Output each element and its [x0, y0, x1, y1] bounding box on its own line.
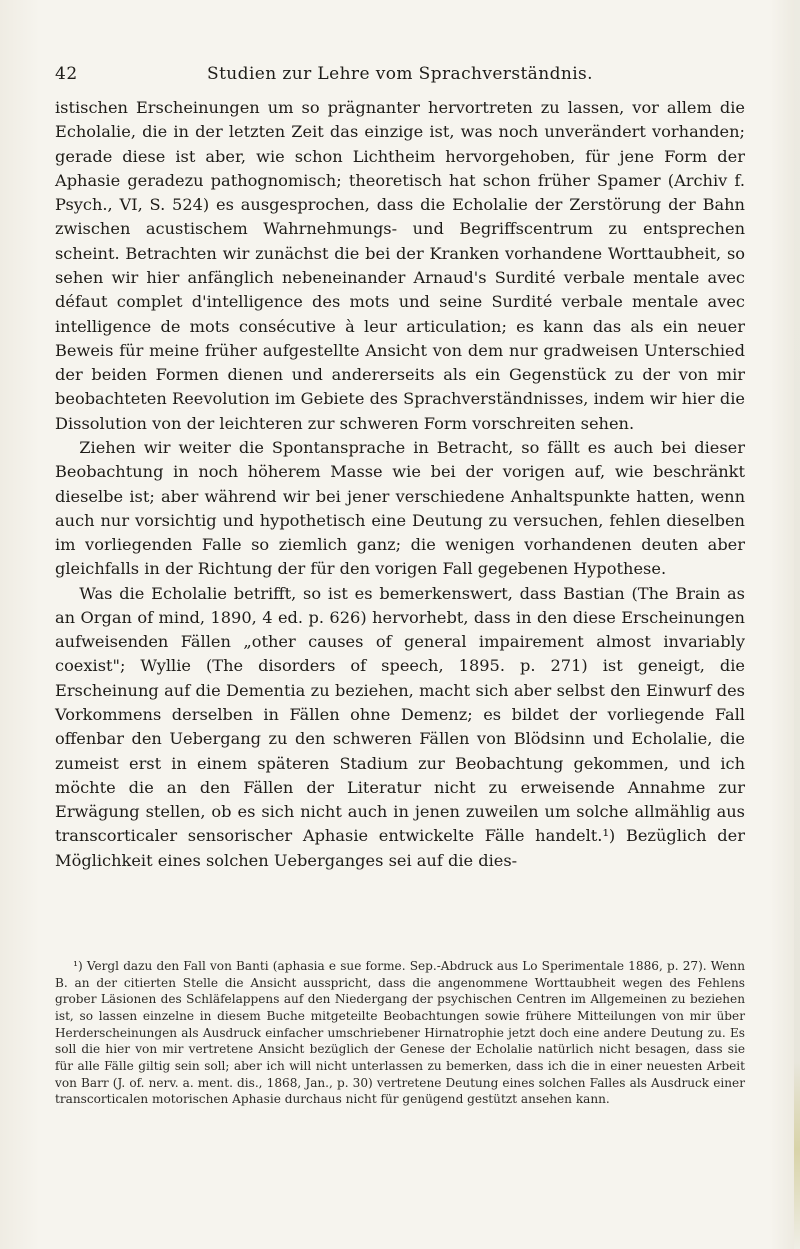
paragraph: istischen Erscheinungen um so prägnanter hervortreten zu lassen, vor allem die Echolalie, die in der letzten Zeit das einzige ist, was noch unverändert vorhanden; gerade diese ist aber, wie schon Lichtheim hervorgehoben, für jene Form der Aphasie geradezu pathognomisch; theoretisch hat schon früher Spamer (Archiv f. Psych., VI, S. 524) es ausgesprochen, dass die Echolalie der Zerstörung der Bahn zwischen acustischem Wahrnehmungs- und Begriffscentrum zu entsprechen scheint. Betrachten wir zunächst die bei der Kranken vorhandene Worttaubheit, so sehen wir hier anfänglich nebeneinander Arnaud's Surdité verbale mentale avec défaut complet d'intelligence des mots und seine Surdité verbale mentale avec intelligence de mots consécutive à leur articulation; es kann das als ein neuer Beweis für meine früher aufgestellte Ansicht von dem nur gradweisen Unterschied der beiden Formen dienen und andererseits als ein Gegenstück zu der von mir beobachteten Reevolution im Gebiete des Sprachverständnisses, indem wir hier die Dissolution von der leichteren zur schweren Form vorschreiten sehen. — [55, 98, 745, 433]
footnotes — [55, 958, 745, 1108]
running-head: Studien zur Lehre vom Sprachverständnis. — [207, 64, 593, 84]
footnote: ¹) Vergl dazu den Fall von Banti (aphasia e sue forme. Sep.-Abdruck aus Lo Sperimentale 1886, p. 27). Wenn B. an der citierten Stelle die Ansicht ausspricht, dass die angenommene Worttaubheit wegen des Fehlens grober Läsionen des Schläfelappens auf den Niedergang der psychischen Centren im Allgemeinen zu beziehen ist, so lassen einzelne in diesem Buche mitgeteilte Beobachtungen sowie frühere Mitteilungen von mir über Herderscheinungen als Ausdruck einfacher umschriebener Hirnatrophie jetzt doch eine andere Deutung zu. Es soll die hier von mir vertretene Ansicht bezüglich der Genese der Echolalie natürlich nicht besagen, dass sie für alle Fälle giltig sein soll; aber ich will nicht unterlassen zu bemerken, dass ich die in einer neuesten Arbeit von Barr (J. of. nerv. a. ment. dis., 1868, Jan., p. 30) vertretene Deutung eines solchen Falles als Ausdruck einer transcorticalen motorischen Aphasie durchaus nicht für genügend gestützt ansehen kann. — [55, 959, 745, 1107]
paragraph: Ziehen wir weiter die Spontansprache in Betracht, so fällt es auch bei dieser Beobachtung in noch höherem Masse wie bei der vorigen auf, wie beschränkt dieselbe ist; aber während wir bei jener verschiedene Anhaltspunkte hatten, wenn auch nur vorsichtig und hypothetisch eine Deutung zu versuchen, fehlen dieselben im vorliegenden Falle so ziemlich ganz; die wenigen vorhandenen deuten aber gleichfalls in der Richtung der für den vorigen Fall gegebenen Hypothese. — [55, 437, 745, 579]
body-text — [55, 96, 745, 873]
page-edge — [794, 0, 800, 1249]
page-number: 42 — [55, 64, 78, 84]
paragraph: Was die Echolalie betrifft, so ist es bemerkenswert, dass Bastian (The Brain as an Organ of mind, 1890, 4 ed. p. 626) hervorhebt, dass in den diese Erscheinungen aufweisenden Fällen „other causes of general impairement almost invariably coexist"; Wyllie (The disorders of speech, 1895. p. 271) ist geneigt, die Erscheinung auf die Dementia zu beziehen, macht sich aber selbst den Einwurf des Vorkommens derselben in Fällen ohne Demenz; es bildet der vorliegende Fall offenbar den Uebergang zu den schweren Fällen von Blödsinn und Echolalie, die zumeist erst in einem späteren Stadium zur Beobachtung gekommen, und ich möchte die an den Fällen der Literatur nicht zu erweisende Annahme zur Erwägung stellen, ob es sich nicht auch in jenen zuweilen um solche allmählig aus transcorticaler sensorischer Aphasie entwickelte Fälle handelt.¹) Bezüglich der Möglichkeit eines solchen Ueberganges sei auf die dies- — [55, 583, 745, 870]
page-header — [55, 58, 745, 88]
